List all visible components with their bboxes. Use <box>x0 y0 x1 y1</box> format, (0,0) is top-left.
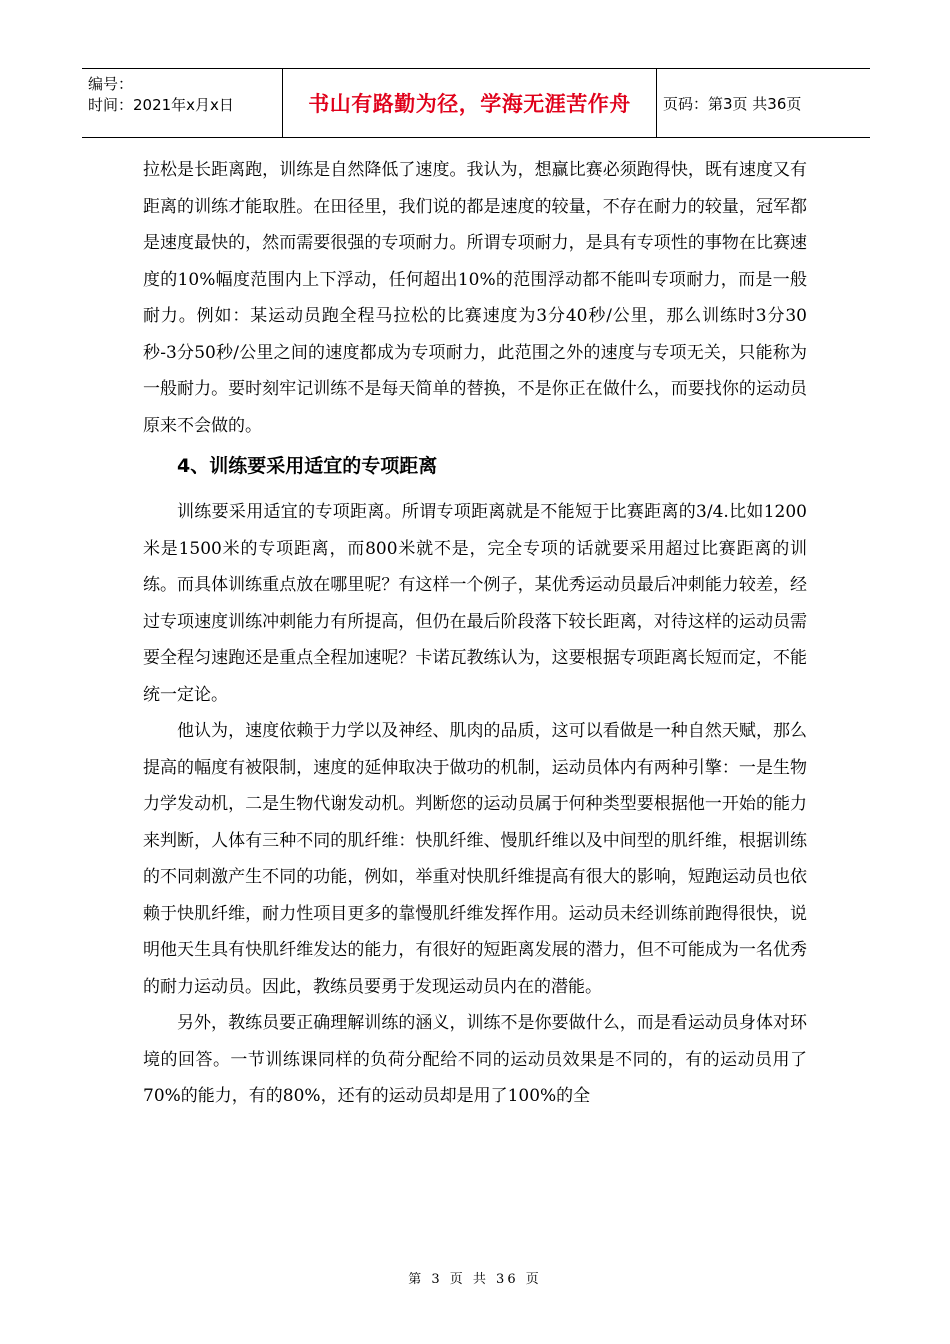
header-page-info: 页码：第3页 共36页 <box>663 94 802 113</box>
header-motto: 书山有路勤为径，学海无涯苦作舟 <box>282 69 657 137</box>
document-number-label: 编号： <box>88 75 134 93</box>
paragraph-2: 训练要采用适宜的专项距离。所谓专项距离就是不能短于比赛距离的3/4.比如1200米是1500米的专项距离，而800米就不是，完全专项的话就要采用超过比赛距离的训练。而具体训练重点放在哪里呢？有这样一个例子，某优秀运动员最后冲刺能力较差，经过专项速度训练冲刺能力有所提高，但仍在最后阶段落下较长距离，对待这样的运动员需要全程匀速跑还是重点全程加速呢？卡诺瓦教练认为，这要根据专项距离长短而定，不能统一定论。 <box>143 502 807 705</box>
section-heading-4: 4、训练要采用适宜的专项距离 <box>177 455 438 477</box>
paragraph-4: 另外，教练员要正确理解训练的涵义，训练不是你要做什么，而是看运动员身体对环境的回答。一节训练课同样的负荷分配给不同的运动员效果是不同的，有的运动员用了70%的能力，有的80%，还有的运动员却是用了100%的全 <box>143 1013 807 1106</box>
header-meta <box>82 69 282 137</box>
page-header <box>82 68 870 138</box>
paragraph-3: 他认为，速度依赖于力学以及神经、肌肉的品质，这可以看做是一种自然天赋，那么提高的幅度有被限制，速度的延伸取决于做功的机制，运动员体内有两种引擎：一是生物力学发动机，二是生物代谢发动机。判断您的运动员属于何种类型要根据他一开始的能力来判断，人体有三种不同的肌纤维：快肌纤维、慢肌纤维以及中间型的肌纤维，根据训练的不同刺激产生不同的功能，例如，举重对快肌纤维提高有很大的影响，短跑运动员也依赖于快肌纤维，耐力性项目更多的靠慢肌纤维发挥作用。运动员未经训练前跑得很快，说明他天生具有快肌纤维发达的能力，有很好的短距离发展的潜力，但不可能成为一名优秀的耐力运动员。因此，教练员要勇于发现运动员内在的潜能。 <box>143 721 807 997</box>
paragraph-1: 拉松是长距离跑，训练是自然降低了速度。我认为，想赢比赛必须跑得快，既有速度又有距离的训练才能取胜。在田径里，我们说的都是速度的较量，不存在耐力的较量，冠军都是速度最快的，然而需要很强的专项耐力。所谓专项耐力，是具有专项性的事物在比赛速度的10%幅度范围内上下浮动，任何超出10%的范围浮动都不能叫专项耐力，而是一般耐力。例如：某运动员跑全程马拉松的比赛速度为3分40秒/公里，那么训练时3分30秒-3分50秒/公里之间的速度都成为专项耐力，此范围之外的速度与专项无关，只能称为一般耐力。要时刻牢记训练不是每天简单的替换，不是你正在做什么，而要找你的运动员原来不会做的。 <box>143 160 807 436</box>
document-body <box>143 152 807 1115</box>
document-date: 时间：2021年x月x日 <box>88 96 234 114</box>
page-footer: 第 3 页 共 36 页 <box>408 1272 542 1287</box>
